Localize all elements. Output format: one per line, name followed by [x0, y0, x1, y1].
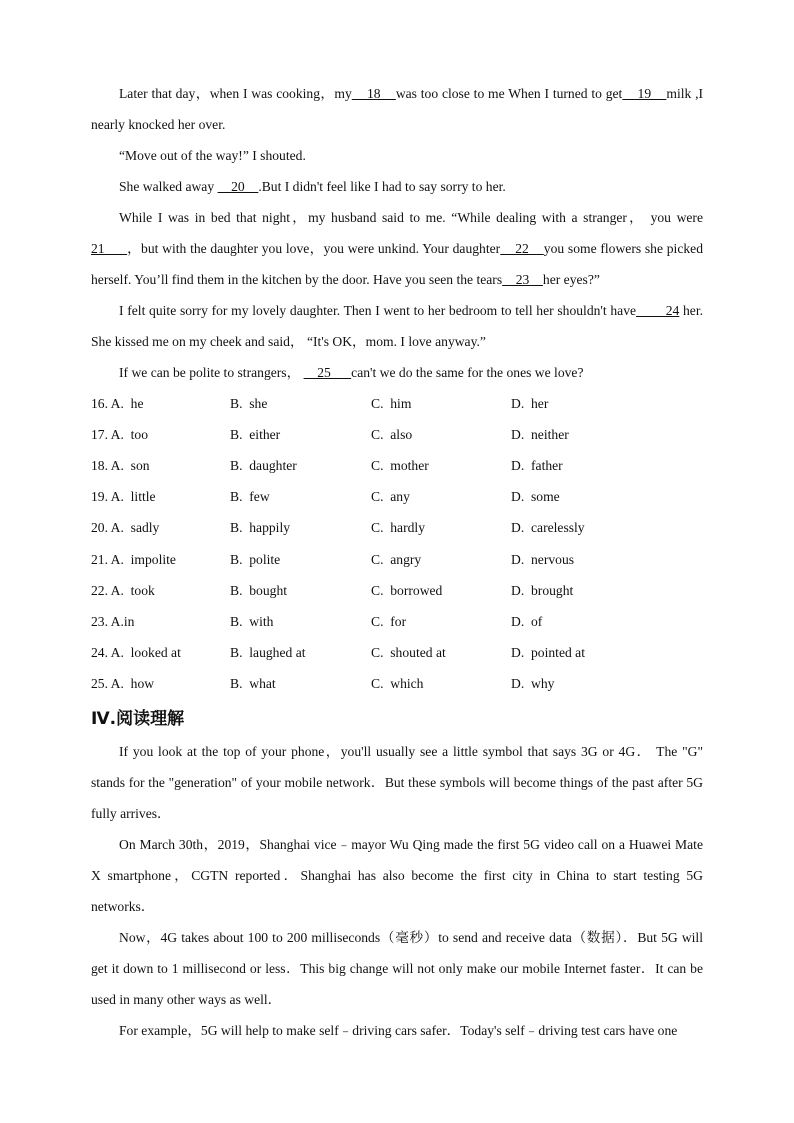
option-choice: B. either	[230, 426, 281, 442]
passage-text: If we can be polite to strangers，	[119, 365, 304, 380]
option-choice: D. neither	[511, 426, 569, 442]
question-options-row	[91, 575, 703, 606]
option-choice: C. for	[371, 613, 407, 629]
question-options-row	[91, 513, 703, 544]
answer-blank: 24	[636, 303, 680, 318]
option-choice: 18. A. son	[91, 457, 150, 473]
passage-text: her. She kissed me on my cheek and said， “It's OK，mom. I love anyway.”	[91, 303, 704, 349]
reading-paragraph: For example，5G will help to make self﹣driving cars safer．Today's self﹣driving test cars have one	[119, 1022, 678, 1038]
reading-paragraph: If you look at the top of your phone，you'll usually see a little symbol that says 3G or 4G． The "G" stands for the "generation" of your mobile network．But these symbols will become things of the past after 5G fully arrives．	[91, 743, 703, 821]
answer-blank: 19	[622, 86, 667, 101]
question-options-row	[91, 482, 703, 513]
option-choice: D. some	[511, 489, 560, 505]
passage-paragraph	[91, 78, 703, 140]
section-title: Ⅳ.阅读理解	[91, 708, 185, 729]
answer-blank: 25	[303, 365, 352, 380]
passage-text: ，but with the daughter you love，you were unkind. Your daughter	[127, 241, 501, 256]
option-choice: C. hardly	[371, 520, 425, 536]
answer-blank: 18	[351, 86, 396, 101]
answer-blank: 21	[91, 241, 128, 256]
question-options-row	[91, 419, 703, 450]
option-choice: 16. A. he	[91, 395, 144, 411]
passage-text: you some flowers she picked herself. You’ll find them in the kitchen by the door. Have you seen the tears	[91, 241, 703, 287]
passage-text: milk ,I nearly knocked her over.	[91, 86, 704, 132]
question-options-row	[91, 544, 703, 575]
option-choice: C. also	[371, 426, 413, 442]
option-choice: D. why	[511, 676, 555, 692]
reading-paragraph: On March 30th，2019，Shanghai vice﹣mayor Wu Qing made the first 5G video call on a Huawei Mate X smartphone，CGTN reported．Shanghai has also become the first city in China to start testing 5G networks．	[91, 836, 703, 914]
option-choice: B. what	[230, 676, 276, 692]
option-choice: 19. A. little	[91, 489, 156, 505]
option-choice: B. bought	[230, 582, 288, 598]
passage-text: Later that day，when I was cooking，my	[119, 86, 352, 101]
option-choice: 22. A. took	[91, 582, 155, 598]
option-choice: 21. A. impolite	[91, 551, 176, 567]
option-choice: C. any	[371, 489, 410, 505]
passage-paragraph	[91, 295, 703, 357]
passage-text: “Move out of the way!” I shouted.	[119, 148, 306, 163]
option-choice: D. of	[511, 613, 543, 629]
passage-text: was too close to me When I turned to get	[395, 86, 623, 101]
option-choice: D. pointed at	[511, 645, 585, 661]
document-page	[91, 78, 703, 1046]
option-choice: 25. A. how	[91, 676, 155, 692]
answer-blank: 22	[500, 241, 544, 256]
passage-paragraph	[91, 140, 703, 171]
passage-text: I felt quite sorry for my lovely daughter. Then I went to her bedroom to tell her shouldn't have	[119, 303, 637, 318]
option-choice: B. she	[230, 395, 268, 411]
question-options-row	[91, 606, 703, 637]
passage-paragraph	[91, 202, 703, 295]
option-choice: B. daughter	[230, 457, 297, 473]
option-choice: 24. A. looked at	[91, 645, 181, 661]
passage-text: can't we do the same for the ones we love?	[351, 365, 584, 380]
option-choice: B. laughed at	[230, 645, 306, 661]
option-choice: C. shouted at	[371, 645, 446, 661]
passage-text: her eyes?”	[542, 272, 600, 287]
option-choice: B. with	[230, 613, 274, 629]
answer-blank: 23	[502, 272, 543, 287]
option-choice: D. carelessly	[511, 520, 585, 536]
option-choice: 17. A. too	[91, 426, 149, 442]
question-options-row	[91, 669, 703, 700]
option-choice: D. father	[511, 457, 563, 473]
option-choice: B. happily	[230, 520, 291, 536]
option-choice: 20. A. sadly	[91, 520, 160, 536]
answer-blank: 20	[217, 179, 259, 194]
reading-paragraph: Now，4G takes about 100 to 200 milliseconds（毫秒）to send and receive data（数据）．But 5G will get it down to 1 millisecond or less．This big change will not only make our mobile Internet faster．It can be used in many other ways as well．	[91, 929, 703, 1007]
passage-text: .But I didn't feel like I had to say sorry to her.	[258, 179, 506, 194]
passage-text: While I was in bed that night，my husband said to me. “While dealing with a stranger， you were	[119, 210, 703, 225]
option-choice: C. him	[371, 395, 412, 411]
option-choice: C. mother	[371, 457, 429, 473]
passage-text: She walked away	[119, 179, 218, 194]
question-options-row	[91, 450, 703, 481]
question-options-row	[91, 638, 703, 669]
cloze-passage	[91, 78, 703, 388]
passage-paragraph	[91, 171, 703, 202]
option-choice: D. her	[511, 395, 549, 411]
option-choice: 23. A.in	[91, 613, 135, 629]
passage-paragraph	[91, 357, 703, 388]
option-choice: D. nervous	[511, 551, 575, 567]
option-choice: D. brought	[511, 582, 574, 598]
question-options-row	[91, 388, 703, 419]
cloze-options	[91, 388, 703, 700]
option-choice: C. angry	[371, 551, 422, 567]
reading-passage	[91, 736, 703, 1046]
option-choice: B. polite	[230, 551, 281, 567]
option-choice: B. few	[230, 489, 270, 505]
option-choice: C. borrowed	[371, 582, 443, 598]
option-choice: C. which	[371, 676, 424, 692]
